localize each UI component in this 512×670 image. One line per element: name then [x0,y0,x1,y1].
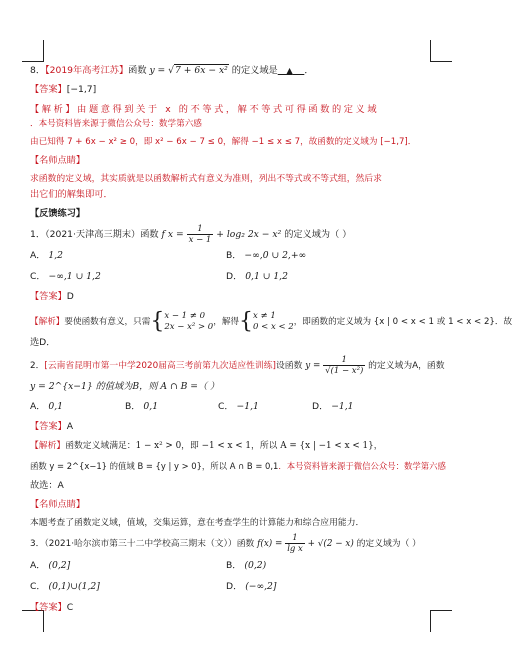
q1-option-d-value: 0,1 ∪ 1,2 [245,271,288,282]
q2-answer [30,421,73,433]
q1-text-b: 的定义域为（ ） [284,229,352,240]
q2-source: [云南省昆明市第一中学2020届高三考前第九次适应性训练] [44,361,276,371]
q1-stem [30,224,351,245]
q3-option-d-value: (−∞,2] [245,581,277,592]
q1-option-c[interactable] [30,271,101,283]
q2-option-c-letter: C． [218,401,234,412]
q2-option-b-value: 0,1 [143,401,159,412]
q2-frac-den: √(1 − x²) [325,366,364,376]
q8-analysis-text-1: 由题意得到关于 x 的不等式，解不等式可得函数的定义域 [77,104,380,115]
q2-analysis-text-3: 故选：A [30,480,64,491]
crop-mark-bottom-right-v [430,610,431,632]
q2-stem-2 [30,381,219,393]
practice-title-text: 【反馈练习】 [30,208,86,219]
q2-analysis-1 [30,440,383,452]
q1-case2-top: x ≠ 1 [253,310,276,321]
q8-fn-lhs: y = [149,65,166,76]
q1-fn-lhs: f x = [161,229,184,240]
q8-comment-label: 【名师点睛】 [30,155,86,166]
q2-option-a[interactable] [30,401,63,413]
q1-case1-top: x − 1 ≠ 0 [164,310,206,321]
q8-fn-radicand: 7 + 6x − x² [175,65,228,76]
q1-fn-rest: + log₂ 2x − x² [216,229,282,240]
q2-stem-text-2: y = 2^{x−1} 的值域为B，则 A ∩ B =（ ） [30,381,220,392]
q3-frac-num: 1 [285,533,305,544]
q3-option-c-letter: C． [30,581,46,592]
q3-answer-value: C [66,602,74,613]
q8-comment-2 [30,189,113,201]
q1-option-a-value: 1,2 [48,250,64,261]
q2-analysis-2 [30,460,446,472]
q1-option-b-letter: B． [226,250,242,261]
q3-answer-label: 【答案】 [30,602,67,613]
q2-option-b[interactable] [125,401,158,413]
q8-comment-text-2: 出它们的解集即可． [30,189,113,200]
q8-comment-text-1: 求函数的定义域，其实质就是以函数解析式有意义为准则，列出不等式或不等式组，然后求 [30,174,382,184]
q8-number: 8． [30,65,46,76]
q2-option-b-letter: B． [125,401,141,412]
q2-fn-lhs: y = [305,361,321,371]
q3-option-b-value: (0,2) [244,560,267,571]
q2-comment-label: 【名师点睛】 [30,499,86,510]
q3-frac-den: lg x [287,544,303,554]
q1-number: 1． [30,229,46,240]
q8-analysis-text-2: ．本号资料皆来源于微信公众号：数学第六感 [30,119,202,129]
q2-option-c[interactable] [218,401,259,413]
q3-fraction [285,533,305,554]
q3-option-c[interactable] [30,581,100,593]
q1-option-c-value: −∞,1 ∪ 1,2 [48,271,101,282]
q1-frac-num: 1 [187,224,214,235]
q2-answer-value: A [66,421,74,432]
q2-fraction [323,355,365,376]
q2-comment-label-line [30,499,85,511]
q2-analysis-text-2a: 函数 y = 2^{x−1} 的值域 B = {y | y > 0}，所以 A ∩ B = 0,1 [30,461,279,471]
q1-option-d[interactable] [226,271,288,283]
q1-answer-label: 【答案】 [30,291,67,302]
q3-text-a: 函数 [236,539,255,549]
q3-option-a[interactable] [30,560,70,572]
q1-analysis-2 [30,337,55,349]
q1-option-a[interactable] [30,250,63,262]
q1-option-d-letter: D． [226,271,243,282]
q1-option-b[interactable] [226,250,306,262]
q2-comment-1 [30,517,364,529]
q1-answer [30,291,74,303]
crop-mark-top-right-h [430,61,452,62]
q3-option-b-letter: B． [226,560,242,571]
q8-blank-marker: ▲ [286,66,293,75]
q1-option-c-letter: C． [30,271,46,282]
q3-fn-rest: + √(2 − x) [307,539,354,549]
q8-analysis-1 [30,104,379,116]
q2-analysis-text-2b: ．本号资料皆来源于微信公众号：数学第六感 [278,461,446,471]
q2-text-a: 设函数 [276,361,303,371]
q1-answer-value: D [66,291,74,302]
q8-text-b: 的定义域是 [231,65,278,76]
q8-answer [30,84,96,96]
q2-text-b: 的定义域为A，函数 [368,361,445,371]
q1-cases-1 [164,311,213,333]
q8-comment-1 [30,173,382,185]
q3-option-d-letter: D． [226,581,243,592]
q8-analysis-label: 【解析】 [30,104,78,115]
q2-option-a-value: 0,1 [48,401,64,412]
q8-analysis-3 [30,136,416,148]
q3-fn-lhs: f(x) = [257,539,283,549]
q3-option-a-letter: A． [30,560,46,571]
q2-stem [30,355,445,377]
q1-analysis-b: ，解得 [213,317,240,327]
q3-option-c-value: (0,1)∪(1,2] [48,581,100,592]
q1-option-b-value: −∞,0 ∪ 2,+∞ [244,250,307,261]
q2-option-d-letter: D． [312,401,329,412]
q1-analysis-label: 【解析】 [30,317,65,327]
q3-option-d[interactable] [226,581,276,593]
crop-mark-top-left-v [43,40,44,62]
q8-answer-value: [−1,7] [66,84,97,95]
q8-analysis-2 [30,118,202,130]
q2-analysis-3 [30,480,64,492]
q3-number: 3． [30,539,45,549]
q1-frac-den: x − 1 [188,235,212,245]
q2-answer-label: 【答案】 [30,421,67,432]
q1-analysis [30,309,512,335]
q8-text-a: 函数 [128,65,147,76]
q1-brace-2: { [239,308,254,334]
q1-case2-bot: 0 < x < 2 [253,321,294,332]
q2-option-a-letter: A． [30,401,46,412]
crop-mark-top-right-v [430,40,431,62]
q8-comment-label-line [30,155,85,167]
q3-option-b[interactable] [226,560,266,572]
q2-analysis-label: 【解析】 [30,441,66,451]
q1-analysis-a: 要使函数有意义，只需 [64,317,151,327]
q8-function: y = √7 + 6x − x² [149,65,228,76]
q1-analysis-c: ，即函数的定义域为 {x | 0 < x < 1 或 1 < x < 2}．故 [293,317,512,327]
crop-mark-bottom-right-h [430,610,452,611]
q1-source: （2021·天津高三期末） [45,229,141,240]
q1-text-a: 函数 [140,229,159,240]
q1-brace-1: { [150,308,165,334]
q8-blank [278,65,305,76]
q1-fraction [187,224,214,245]
q1-case1-bot: 2x − x² > 0 [164,321,214,332]
q2-number: 2． [30,361,45,371]
q3-source: （2021·哈尔滨市第三十二中学校高三期末（文）） [44,539,237,549]
q1-analysis-text-2: 选D． [30,337,56,348]
practice-title [30,208,85,220]
q1-cases-2 [253,311,294,333]
q1-option-a-letter: A． [30,250,46,261]
q3-text-b: 的定义域为（ ） [356,539,421,549]
q8-answer-label: 【答案】 [30,84,67,95]
q2-option-c-value: −1,1 [236,401,259,412]
q3-option-a-value: (0,2] [48,560,71,571]
q8-stem: 8．【2019年高考江苏】函数 y = √7 + 6x − x² 的定义域是 ▲ ． [30,65,314,76]
q2-option-d-value: −1,1 [331,401,354,412]
q3-stem [30,533,421,555]
q3-answer [30,602,73,614]
q2-comment-text-1: 本题考查了函数定义域，值域，交集运算，意在考查学生的计算能力和综合应用能力． [30,518,365,528]
q2-analysis-text-1: 函数定义域满足：1 − x² > 0，即 −1 < x < 1，所以 A = {x | −1 < x < 1}， [65,441,383,451]
q2-frac-num: 1 [323,355,365,366]
q2-option-d[interactable] [312,401,354,413]
crop-mark-top-left-h [22,61,44,62]
q8-analysis-text-3: 由已知得 7 + 6x − x² ≥ 0，即 x² − 6x − 7 ≤ 0，解得 −1 ≤ x ≤ 7，故函数的定义域为 [−1,7]． [30,137,417,147]
q8-source: 【2019年高考江苏】 [45,65,129,76]
